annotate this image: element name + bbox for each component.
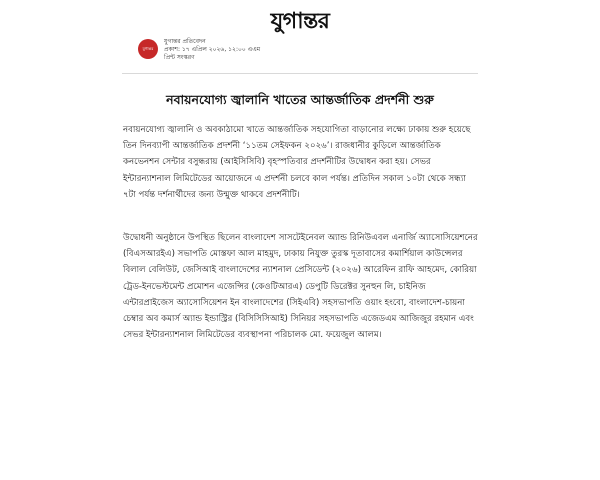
article-paragraph-1: নবায়নযোগ্য জ্বালানি ও অবকাঠামো খাতে আন্তর্জাতিক সহযোগিতা বাড়ানোর লক্ষ্যে ঢাকায় শুরু হয়েছে তিন দিনব্যাপী আন্তর্জাতিক প্রদর্শনী ‘১১তম সেইফকন ২০২৬’। রাজধানীর কুড়িলে আন্তর্জাতিক কনভেনশন সেন্টার বসুন্ধরায় (আইসিসিবি) বৃহস্পতিবার প্রদর্শনীটির উদ্বোধন করা হয়। সেভর ইন্টারন্যাশনাল লিমিটেডের আয়োজনে এ প্রদর্শনী চলবে কাল পর্যন্ত। প্রতিদিন সকাল ১০টা থেকে সন্ধ্যা ৭টা পর্যন্ত দর্শনার্থীদের জন্য উন্মুক্ত থাকবে প্রদর্শনীটি।	[123, 125, 471, 200]
masthead	[0, 8, 600, 34]
newspaper-logo[interactable]: যুগান্তর	[270, 8, 330, 34]
publisher-avatar-icon: যুগান্তর	[138, 39, 158, 59]
article-paragraph-2: উদ্বোধনী অনুষ্ঠানে উপস্থিত ছিলেন বাংলাদেশ সাসটেইনেবল অ্যান্ড রিনিউএবল এনার্জি অ্যাসোসিয়েশনের (বিএসআরইএ) সভাপতি মোস্তফা আল মাহমুদ, ঢাকায় নিযুক্ত তুরস্ক দূতাবাসের কমার্শিয়াল কাউন্সেলর বিলাল বেলিউট, জেসিআই বাংলাদেশের ন্যাশনাল প্রেসিডেন্ট (২০২৬) আরেফিন রাফি আহমেদ, কোরিয়া ট্রেড-ইনভেস্টমেন্ট প্রমোশন এজেন্সির (কেওটিআরএ) ডেপুটি ডিরেক্টর সুনহুন লি, চাইনিজ এন্টারপ্রাইজেস অ্যাসোসিয়েশন ইন বাংলাদেশের (সিইএবি) সহসভাপতি ওয়াং হংবো, বাংলাদেশ-চায়না চেম্বার অব কমার্স অ্যান্ড ইন্ডাস্ট্রির (বিসিসিসিআই) সিনিয়র সহসভাপতি এজেডএম আজিজুর রহমান এবং সেভর ইন্টারন্যাশনাল লিমিটেডের ব্যবস্থাপনা পরিচালক মো. ফয়েজুল আলম।	[123, 233, 478, 341]
edition-label: প্রিন্ট সংস্করণ	[164, 54, 195, 61]
divider	[122, 73, 478, 74]
article-headline: নবায়নযোগ্য জ্বালানি খাতের আন্তর্জাতিক প্রদর্শনী শুরু	[166, 92, 434, 108]
meta-text	[164, 38, 260, 62]
article-meta	[138, 38, 468, 72]
publish-date: প্রকাশ: ১৭ এপ্রিল ২০২৬, ১২:০০ এএম	[164, 46, 261, 53]
author-name[interactable]: যুগান্তর প্রতিবেদন	[164, 38, 206, 45]
